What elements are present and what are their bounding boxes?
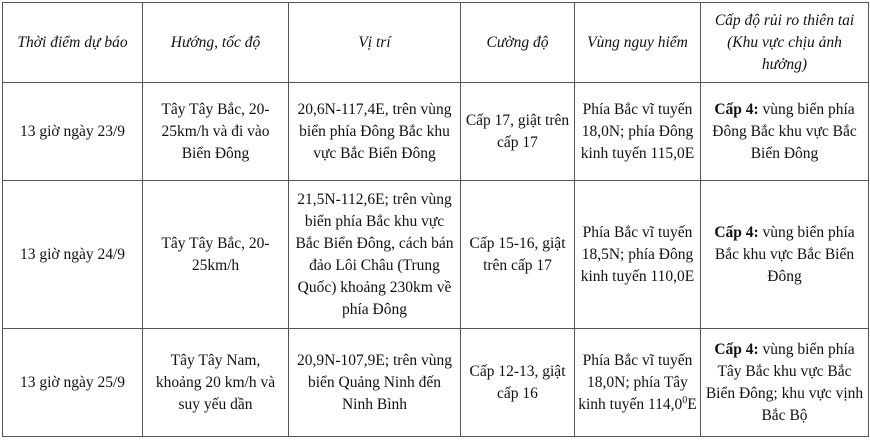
cell-intensity: Cấp 15-16, giật trên cấp 17 — [461, 181, 575, 329]
cell-danger-zone: Phía Bắc vĩ tuyến 18,5N; phía Đông kinh tuyến 110,0E — [575, 181, 701, 329]
cell-danger-zone — [575, 329, 701, 437]
header-forecast-time: Thời điểm dự báo — [3, 3, 143, 83]
cell-position: 20,9N-107,9E; trên vùng biển Quảng Ninh đến Ninh Bình — [289, 329, 461, 437]
header-danger-zone: Vùng nguy hiểm — [575, 3, 701, 83]
cell-position: 21,5N-112,6E; trên vùng biển phía Bắc khu vực Bắc Biển Đông, cách bán đảo Lôi Châu (Trung Quốc) khoảng 230km về phía Đông — [289, 181, 461, 329]
risk-area-text: vùng biển phía Tây Bắc khu vực Bắc Biển Đông; khu vực vịnh Bắc Bộ — [705, 340, 864, 424]
cell-intensity: Cấp 12-13, giật cấp 16 — [461, 329, 575, 437]
danger-zone-suffix: E — [687, 395, 697, 413]
cell-intensity: Cấp 17, giật trên cấp 17 — [461, 83, 575, 181]
header-risk-level: Cấp độ rủi ro thiên tai (Khu vực chịu ảnh hưởng) — [701, 3, 869, 83]
cell-position: 20,6N-117,4E, trên vùng biển phía Đông Bắc khu vực Bắc Biển Đông — [289, 83, 461, 181]
header-direction-speed: Hướng, tốc độ — [143, 3, 289, 83]
table-row — [3, 83, 869, 181]
forecast-table — [2, 2, 869, 437]
risk-level-label: Cấp 4: — [714, 340, 759, 358]
cell-risk — [701, 83, 869, 181]
cell-danger-zone: Phía Bắc vĩ tuyến 18,0N; phía Đông kinh tuyến 115,0E — [575, 83, 701, 181]
cell-direction: Tây Tây Nam, khoảng 20 km/h và suy yếu dần — [143, 329, 289, 437]
cell-risk — [701, 181, 869, 329]
header-position: Vị trí — [289, 3, 461, 83]
cell-direction: Tây Tây Bắc, 20-25km/h — [143, 181, 289, 329]
cell-direction: Tây Tây Bắc, 20-25km/h và đi vào Biển Đông — [143, 83, 289, 181]
risk-area-text: vùng biển phía Bắc khu vực Bắc Biển Đông — [714, 223, 855, 285]
cell-time: 13 giờ ngày 25/9 — [3, 329, 143, 437]
table-row — [3, 181, 869, 329]
risk-area-text: vùng biển phía Đông Bắc khu vực Bắc Biển Đông — [712, 100, 857, 162]
degree-superscript: 0 — [682, 394, 688, 406]
danger-zone-text: Phía Bắc vĩ tuyến 18,0N; phía Tây kinh tuyến 114,0 — [578, 351, 693, 413]
risk-level-label: Cấp 4: — [714, 100, 759, 118]
table-header-row — [3, 3, 869, 83]
cell-time: 13 giờ ngày 23/9 — [3, 83, 143, 181]
header-intensity: Cường độ — [461, 3, 575, 83]
cell-time: 13 giờ ngày 24/9 — [3, 181, 143, 329]
table-row — [3, 329, 869, 437]
risk-level-label: Cấp 4: — [714, 223, 759, 241]
cell-risk — [701, 329, 869, 437]
